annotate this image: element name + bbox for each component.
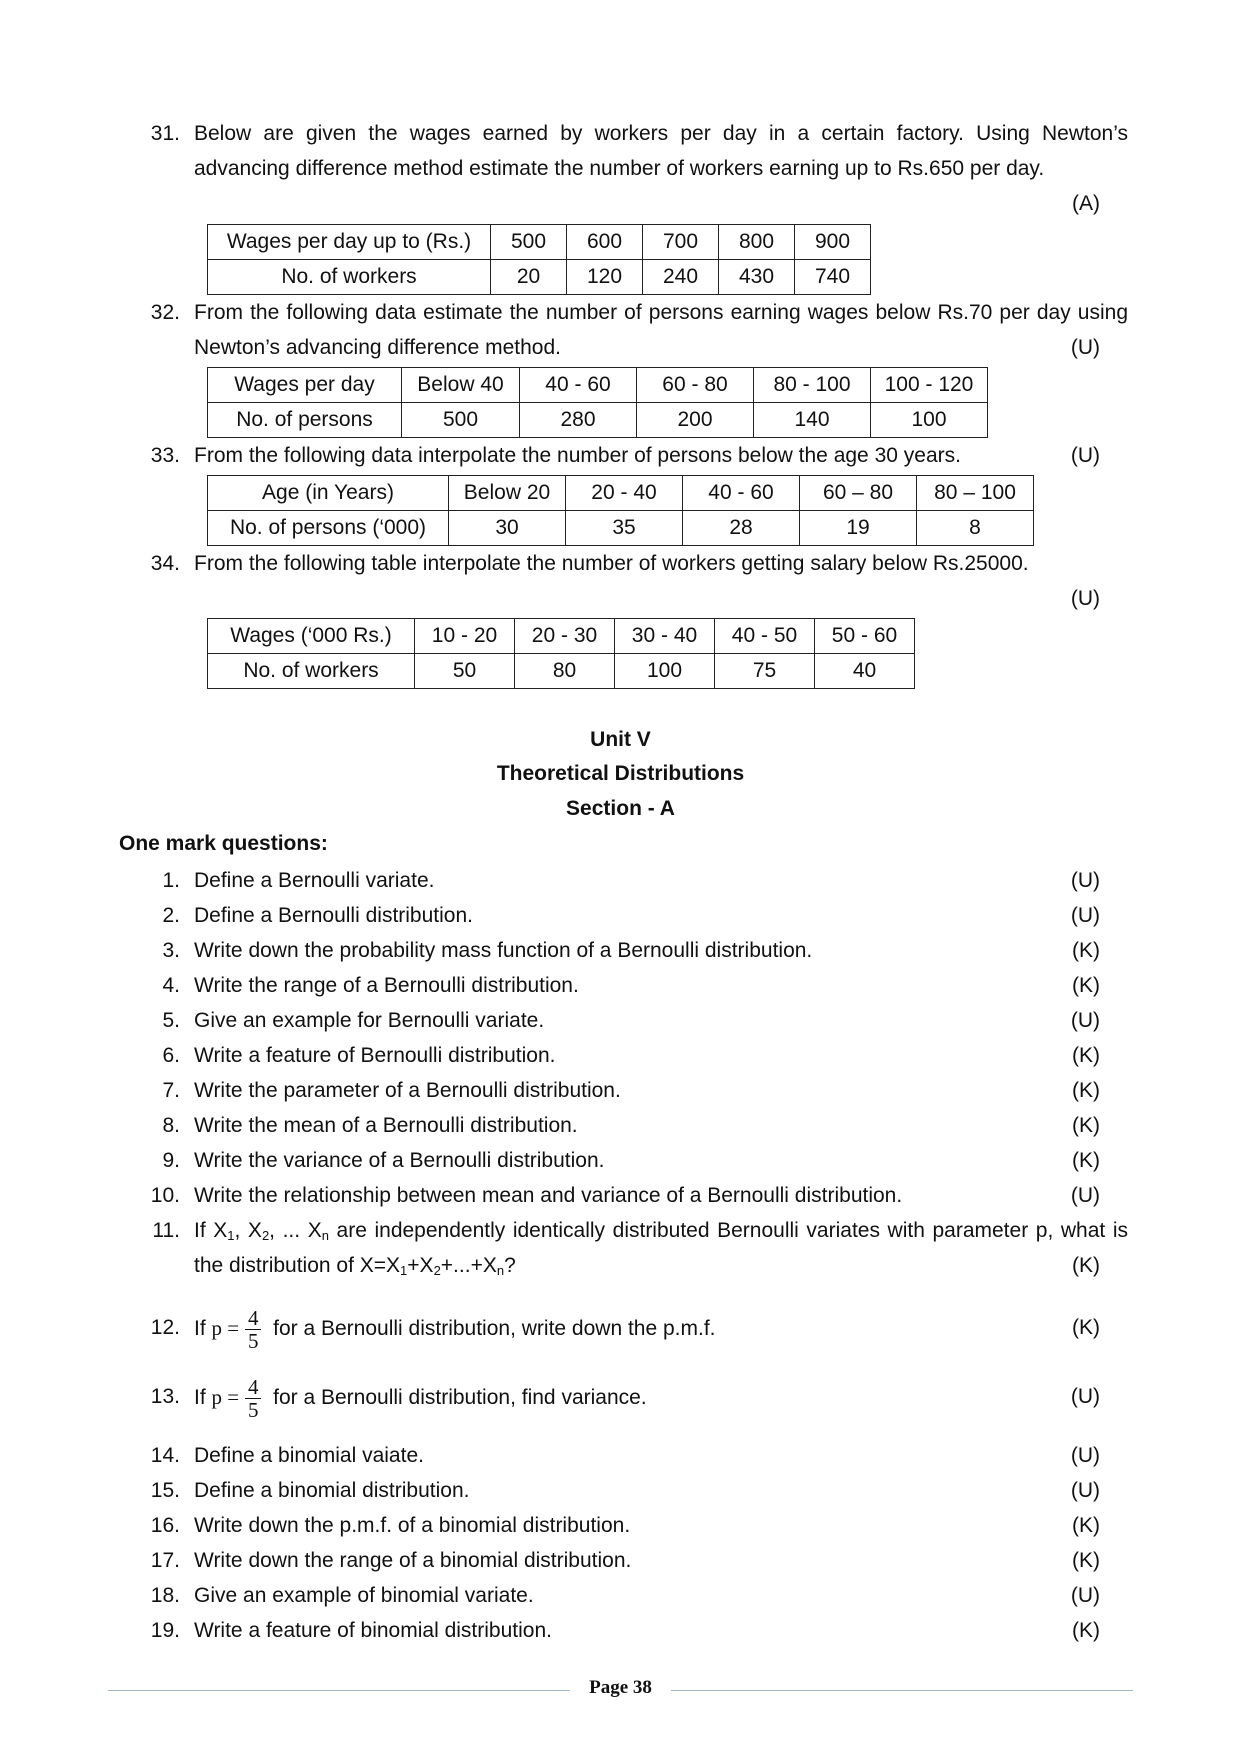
question-33: 33. From the following data interpolate the number of persons below the age 30 years. (U) bbox=[142, 438, 1128, 473]
question-31: 31. Below are given the wages earned by workers per day in a certain factory. Using Newton’s advancing difference method estimate the number of workers earning up to Rs.650 per day. (A) bbox=[142, 116, 1128, 186]
table-row: No. of workers 50 80 100 75 40 bbox=[208, 654, 915, 689]
footer-rule-right bbox=[671, 1690, 1133, 1691]
table-row: No. of persons 500 280 200 140 100 bbox=[208, 403, 988, 438]
list-item: 6. Write a feature of Bernoulli distribution. (K) bbox=[162, 1044, 1100, 1067]
question-33-tag: (U) bbox=[1070, 444, 1100, 467]
list-item: 7. Write the parameter of a Bernoulli distribution. (K) bbox=[162, 1079, 1100, 1102]
list-item: 10. Write the relationship between mean and variance of a Bernoulli distribution. (U) bbox=[150, 1184, 1100, 1207]
list-item: 4. Write the range of a Bernoulli distribution. (K) bbox=[162, 974, 1100, 997]
question-32-text: From the following data estimate the number of persons earning wages below Rs.70 per day using Newton’s advancing difference method. bbox=[194, 301, 1128, 359]
list-item: 19. Write a feature of binomial distribution. (K) bbox=[150, 1619, 1100, 1642]
footer-rule-left bbox=[108, 1690, 570, 1691]
table-q32 bbox=[207, 367, 988, 438]
list-item: 8. Write the mean of a Bernoulli distribution. (K) bbox=[162, 1114, 1100, 1137]
question-34: 34. From the following table interpolate the number of workers getting salary below Rs.25000. (U) bbox=[142, 546, 1128, 581]
table-row: Wages (‘000 Rs.) 10 - 20 20 - 30 30 - 40 40 - 50 50 - 60 bbox=[208, 619, 915, 654]
table-q31 bbox=[207, 224, 871, 295]
list-item: 9. Write the variance of a Bernoulli distribution. (K) bbox=[162, 1149, 1100, 1172]
one-mark-heading: One mark questions: bbox=[119, 832, 328, 855]
table-q33 bbox=[207, 475, 1034, 546]
question-33-text: From the following data interpolate the number of persons below the age 30 years. bbox=[194, 444, 961, 467]
question-32-tag: (U) bbox=[1070, 336, 1100, 359]
table-row: No. of workers 20 120 240 430 740 bbox=[208, 260, 871, 295]
table-row: Wages per day Below 40 40 - 60 60 - 80 80 - 100 100 - 120 bbox=[208, 368, 988, 403]
list-item: 1. Define a Bernoulli variate. (U) bbox=[162, 869, 1100, 892]
table-row: No. of persons (‘000) 30 35 28 19 8 bbox=[208, 511, 1034, 546]
question-12: 12. If p = $\frac{4}{5}$ for a Bernoulli distribution, write down the p.m.f. (K) bbox=[150, 1305, 1100, 1353]
list-item: 5. Give an example for Bernoulli variate. (U) bbox=[162, 1009, 1100, 1032]
section-title: Section - A bbox=[566, 797, 675, 820]
list-item: 17. Write down the range of a binomial distribution. (K) bbox=[150, 1549, 1100, 1572]
table-row: Wages per day up to (Rs.) 500 600 700 800 900 bbox=[208, 225, 871, 260]
list-item: 14. Define a binomial vaiate. (U) bbox=[150, 1444, 1100, 1467]
list-item: 15. Define a binomial distribution. (U) bbox=[150, 1479, 1100, 1502]
list-item: 3. Write down the probability mass function of a Bernoulli distribution. (K) bbox=[162, 939, 1100, 962]
question-32: 32. From the following data estimate the number of persons earning wages below Rs.70 per day using Newton’s advancing difference method. (U) bbox=[142, 295, 1128, 365]
page-number: Page 38 bbox=[589, 1677, 652, 1698]
table-row: Age (in Years) Below 20 20 - 40 40 - 60 60 – 80 80 – 100 bbox=[208, 476, 1034, 511]
question-13: 13. If p = $\frac{4}{5}$ for a Bernoulli distribution, find variance. (U) bbox=[150, 1374, 1100, 1422]
question-31-text: Below are given the wages earned by workers per day in a certain factory. Using Newton’s advancing difference method estimate the number of workers earning up to Rs.650 per day. bbox=[194, 122, 1128, 180]
unit-subtitle: Theoretical Distributions bbox=[496, 762, 745, 785]
list-item: 18. Give an example of binomial variate. (U) bbox=[150, 1584, 1100, 1607]
question-31-tag: (A) bbox=[1072, 192, 1100, 215]
list-item: 16. Write down the p.m.f. of a binomial distribution. (K) bbox=[150, 1514, 1100, 1537]
question-11: 11. If $X_1$, $X_2$, ... $X_n$ are independently identically distributed Bernoulli variates with parameter p, what is the distribution of $X=X_1+X_2+...+X_n$? (K) bbox=[152, 1219, 1128, 1278]
unit-title: Unit V bbox=[590, 728, 651, 751]
fraction: $\frac{4}{5}$ bbox=[245, 1376, 262, 1421]
table-q34 bbox=[207, 618, 915, 689]
question-34-text: From the following table interpolate the number of workers getting salary below Rs.25000. bbox=[194, 552, 1029, 575]
fraction: $\frac{4}{5}$ bbox=[245, 1307, 262, 1352]
list-item: 2. Define a Bernoulli distribution. (U) bbox=[162, 904, 1100, 927]
question-34-tag: (U) bbox=[1070, 587, 1100, 610]
